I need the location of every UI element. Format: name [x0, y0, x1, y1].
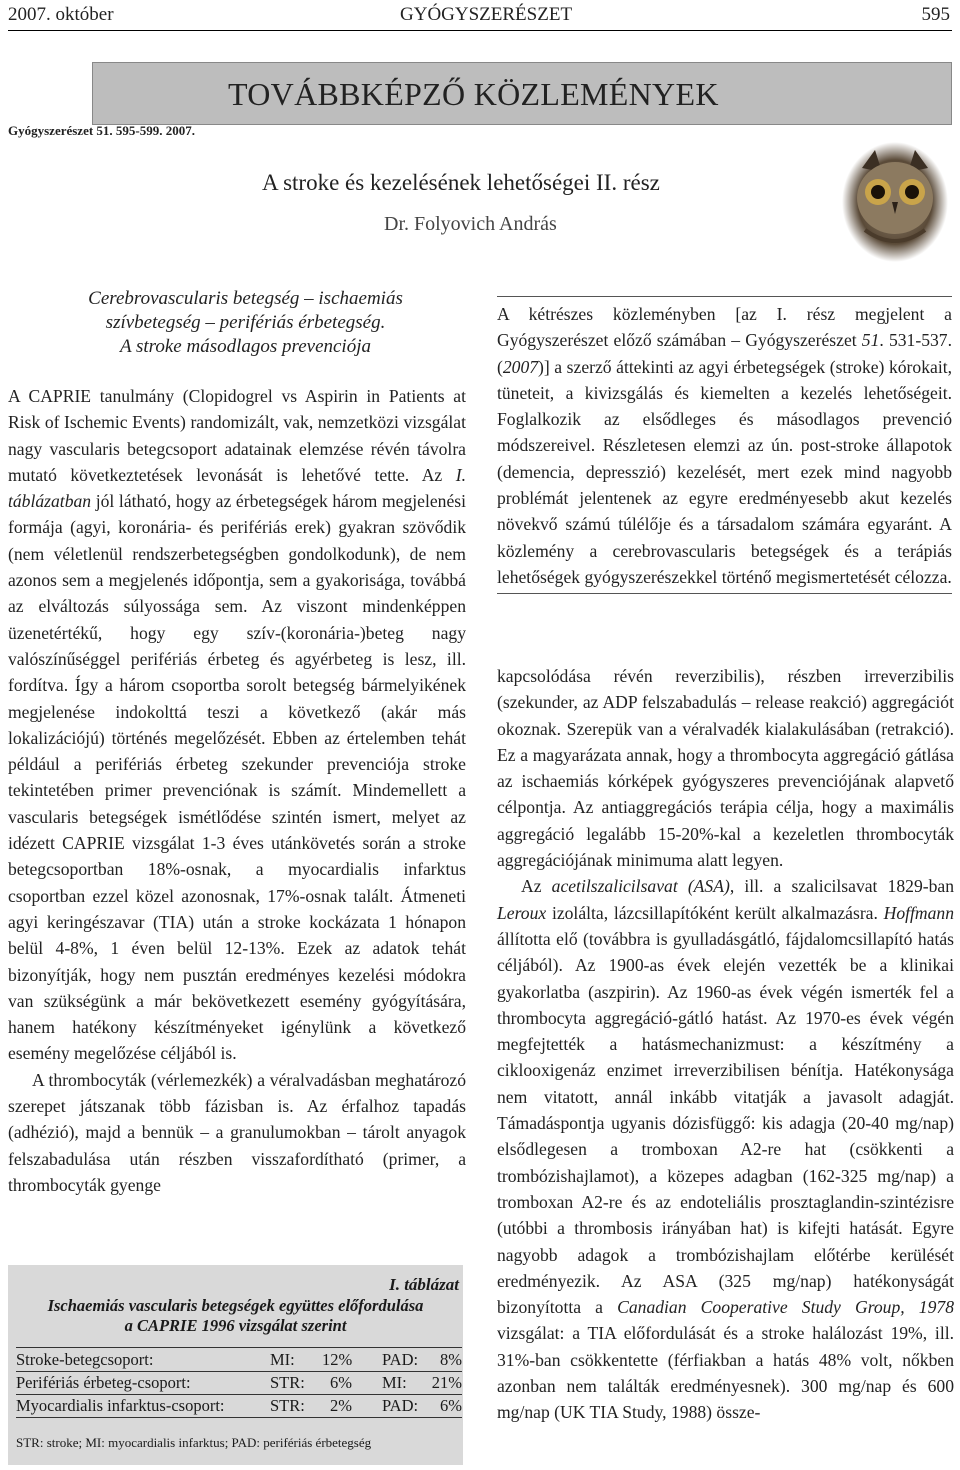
- paragraph: Az acetilszalicilsavat (ASA), ill. a szalicilsavat 1829-ban Leroux izolálta, lázcsillapítóként került alkalmazásra. Hoffmann állította elő (továbbra is gyulladásgátló, fájdalomcsillapító hatás céljából). Az 1900-as évek elején vezették be a klinikai gyakorlatba (aszpirin). Az 1960-as évek végén ismerték fel a thrombocyta aggregáció-gátló hatást. Az 1970-es évek végén megfejtették a hatásmechanizmust: a készítmény a ciklooxigenáz enzimet irreverzibilisen bénítja. Hatékonysága nem vitatott, annál inkább vitatják a javasolt adagját. Támadáspontja ugyanis dózisfüggő: kis adagja (20-40 mg/nap) elsődlegesen a tromboxan A2-re hat (csökkenti a trombózishajlamot), a közepes adagban (162-325 mg/nap) a tromboxan A2-re és az endoteliális prosztaglandin-szintézisre (utóbbi a thrombosis irányában hat) is kifejti hatását. Egyre nagyobb adagok a trombózishajlam előtérbe kerülését eredményezik. Az ASA (325 mg/nap) hatékonyságát bizonyította a Canadian Cooperative Study Group, 1978 vizsgálat: a TIA előfordulását és a stroke halálozást 19%, ill. 31%-ban csökkentette (férfiakban a hatás 48% volt, nőkben azonban nem találták eredményesnek). 300 mg/nap és 600 mg/nap (UK TIA Study, 1988) össze-: [497, 876, 954, 1423]
- table-title: Ischaemiás vascularis betegségek együttes előfordulása a CAPRIE 1996 vizsgálat szerint: [47, 1296, 424, 1335]
- journal-reference: Gyógyszerészet 51. 595-599. 2007.: [8, 123, 196, 138]
- paragraph: A CAPRIE tanulmány (Clopidogrel vs Aspirin in Patients at Risk of Ischemic Events) randomizált, vak, nemzetközi vizsgálat nagy vascularis betegcsoport adatainak elemzése révén távolra mutató következtetések levonását is lehetővé tette. Az I. táblázatban jól látható, hogy az érbetegségek három megjelenési formája (agyi, koronária- és perifériás erek) gyakran szövődik (nem véletlenül rendszerbetegségben gondolkodunk), de nem azonos sem a megjelenés időpontja, sem a gyakorisága, továbbá az elváltozás súlyossága sem. Az viszont mindenképpen üzenetértékű, hogy egy szív-(koronária-)beteg nagy valószínűséggel perifériás érbeteg és agyérbeteg is lesz, ill. fordítva. Így a három csoportba sorolt betegség bármelyikének megjelenése indokolttá teszi a következő (akár más lokalizációjú) történés megelőzését. Ebben az értelemben tehát például a perifériás érbeteg szekunder prevenciója stroke tekintetében primer prevenciónak is számít. Mindemellett a vascularis betegségek ismétlődése szintén ismert, melyet az idézett CAPRIE vizsgálat 1-3 éves utánkövetés során a stroke betegcsoportban 18%-osnak, a myocardialis infarktus csoportban ezzel közel azonosnak, 17%-osnak talált. Átmeneti agyi keringészavar (TIA) után a stroke kockázata 1 hónapon belül 4-8%, 1 éven belül 12-13%. Ezek az adatok tehát bizonyítják, hogy nem pusztán eredményes kezelési módokra van szükségünk a már bekövetkezett esemény gyógyítására, hanem hatékony készítményeket igénylünk a következő esemény megelőzése céljából is.: [8, 386, 466, 1064]
- right-column: [497, 663, 954, 1426]
- abstract-box: [497, 296, 952, 594]
- table-row: Myocardialis infarktus-csoport: STR: 2% PAD: 6%: [16, 1395, 462, 1418]
- table-box: [8, 1265, 463, 1465]
- running-header-date: 2007. október: [8, 4, 114, 25]
- header-rule: [8, 30, 952, 31]
- paragraph: kapcsolódása révén reverzibilis), részben irreverzibilis (szekunder, az ADP felszabadulás – release reakció) aggregációt okoznak. Szerepük van a véralvadék kialakulásában (retrakció). Ez a magyarázata annak, hogy a thrombocyta aggregáció gátlása az ischaemiás kórképek gyógyszeres prevenciójának alapvető célpontja. Az antiaggregációs terápia célja, hogy a maximális aggregáció legalább 15-20%-kal a kezeletlen thrombocyták aggregációjának minimuma alatt legyen.: [497, 666, 954, 871]
- table-top-rule: [16, 1347, 462, 1348]
- running-header-journal: GYÓGYSZERÉSZET: [400, 4, 573, 25]
- owl-portrait-image: [840, 140, 950, 265]
- author-name: Dr. Folyovich András: [384, 213, 557, 235]
- table-footnote: STR: stroke; MI: myocardialis infarktus; PAD: perifériás érbetegség: [16, 1435, 372, 1450]
- paragraph: A thrombocyták (vérlemezkék) a véralvadásban meghatározó szerepet játszanak több fázisban is. Az érfalhoz tapadás (adhézió), majd a bennük – a granulumokban – tárolt anyagok felszabadulása után részben visszafordítható (primer, a thrombocyták gyenge: [8, 1069, 466, 1195]
- section-title: TOVÁBBKÉPZŐ KÖZLEMÉNYEK: [228, 76, 719, 112]
- table-row: Stroke-betegcsoport: MI: 12% PAD: 8%: [16, 1349, 462, 1372]
- keywords-line-1: Cerebrovascularis betegség – ischaemiás: [88, 288, 403, 309]
- keywords-line-2: szívbetegség – perifériás érbetegség.: [105, 312, 386, 333]
- section-subtitle: A stroke másodlagos prevenciója: [119, 336, 371, 357]
- abstract-text: A kétrészes közleményben [az I. rész megjelent a Gyógyszerészet előző számában – Gyógyszerészet 51. 531-537. (2007)] a szerző áttekinti az agyi érbetegségek (stroke) kórokait, tüneteit, a kivizsgálás és kiemelten a kezelés lehetőségeit. Foglalkozik az elsődleges és másodlagos prevenció módszereivel. Részletesen elemzi az ún. post-stroke állapotok (demencia, depresszió) kezelését, mert ezek mind nagyobb problémát jelentenek az egyre eredményesebb akut kezelés növekvő számú túlélője és a társadalom számára egyaránt. A közlemény a cerebrovascularis betegségek és a terápiás lehetőségek gyógyszerészekkel történő megismertetését célozza.: [497, 304, 952, 587]
- table-row: Perifériás érbeteg-csoport: STR: 6% MI: 21%: [16, 1372, 462, 1395]
- table-label: I. táblázat: [389, 1275, 459, 1294]
- article-title: A stroke és kezelésének lehetőségei II. rész: [262, 170, 660, 195]
- page-number: 595: [921, 4, 950, 25]
- left-column: [8, 383, 466, 1198]
